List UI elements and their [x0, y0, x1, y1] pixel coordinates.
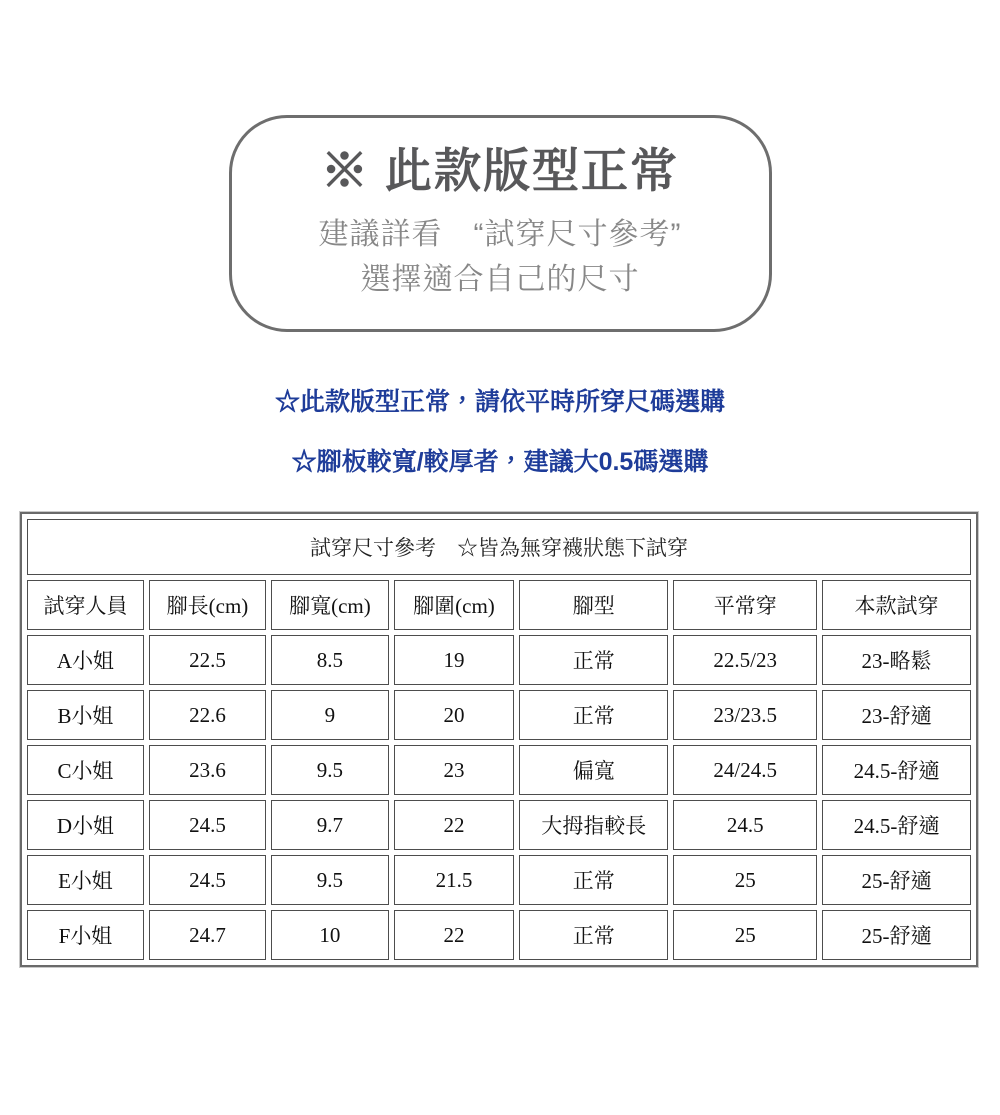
table-cell: 8.5	[271, 635, 389, 685]
col-header-foot-width: 腳寬(cm)	[271, 580, 389, 630]
table-row	[27, 910, 971, 960]
table-cell: 22.5/23	[673, 635, 816, 685]
table-row	[27, 745, 971, 795]
table-cell: 24/24.5	[673, 745, 816, 795]
table-cell: 22.6	[149, 690, 266, 740]
table-cell: 24.7	[149, 910, 266, 960]
table-cell: 23-舒適	[822, 690, 971, 740]
table-cell: 23-略鬆	[822, 635, 971, 685]
table-cell: 正常	[519, 910, 668, 960]
table-cell: 23/23.5	[673, 690, 816, 740]
table-cell: 9	[271, 690, 389, 740]
table-cell: 25	[673, 855, 816, 905]
table-cell: 25	[673, 910, 816, 960]
table-cell: 23.6	[149, 745, 266, 795]
size-table-wrapper	[20, 512, 980, 967]
table-cell: 正常	[519, 690, 668, 740]
tip-note-1: ☆此款版型正常，請依平時所穿尺碼選購	[274, 388, 725, 416]
col-header-usual-size: 平常穿	[673, 580, 816, 630]
table-cell: B小姐	[27, 690, 144, 740]
table-cell: C小姐	[27, 745, 144, 795]
tip-note-2: ☆腳板較寬/較厚者，建議大0.5碼選購	[291, 448, 709, 476]
table-cell: 22	[394, 800, 514, 850]
table-cell: 24.5-舒適	[822, 745, 971, 795]
table-cell: 22.5	[149, 635, 266, 685]
table-cell: 正常	[519, 635, 668, 685]
table-header-row	[27, 580, 971, 630]
table-row	[27, 635, 971, 685]
table-cell: 大拇指較長	[519, 800, 668, 850]
table-cell: 23	[394, 745, 514, 795]
notice-subtitle-1: 建議詳看 “試穿尺寸參考”	[318, 218, 682, 252]
table-cell: A小姐	[27, 635, 144, 685]
table-cell: E小姐	[27, 855, 144, 905]
table-cell: 25-舒適	[822, 910, 971, 960]
table-row	[27, 690, 971, 740]
table-cell: 25-舒適	[822, 855, 971, 905]
table-cell: 9.5	[271, 745, 389, 795]
table-cell: D小姐	[27, 800, 144, 850]
table-cell: 24.5	[673, 800, 816, 850]
table-cell: 22	[394, 910, 514, 960]
table-cell: 24.5-舒適	[822, 800, 971, 850]
table-cell: F小姐	[27, 910, 144, 960]
notice-subtitle-2: 選擇適合自己的尺寸	[360, 263, 640, 297]
col-header-foot-girth: 腳圍(cm)	[394, 580, 514, 630]
table-cell: 19	[394, 635, 514, 685]
table-row	[27, 800, 971, 850]
table-cell: 9.7	[271, 800, 389, 850]
col-header-foot-length: 腳長(cm)	[149, 580, 266, 630]
col-header-tester: 試穿人員	[27, 580, 144, 630]
col-header-tried-size: 本款試穿	[822, 580, 971, 630]
table-cell: 21.5	[394, 855, 514, 905]
col-header-foot-type: 腳型	[519, 580, 668, 630]
notice-title: ※ 此款版型正常	[320, 143, 680, 197]
size-reference-table	[20, 512, 978, 967]
table-cell: 偏寬	[519, 745, 668, 795]
table-cell: 10	[271, 910, 389, 960]
table-cell: 9.5	[271, 855, 389, 905]
table-row	[27, 855, 971, 905]
table-title: 試穿尺寸參考 ☆皆為無穿襪狀態下試穿	[27, 519, 971, 575]
table-cell: 24.5	[149, 855, 266, 905]
table-cell: 24.5	[149, 800, 266, 850]
notice-box	[229, 115, 772, 332]
table-cell: 正常	[519, 855, 668, 905]
table-cell: 20	[394, 690, 514, 740]
table-title-row	[27, 519, 971, 575]
